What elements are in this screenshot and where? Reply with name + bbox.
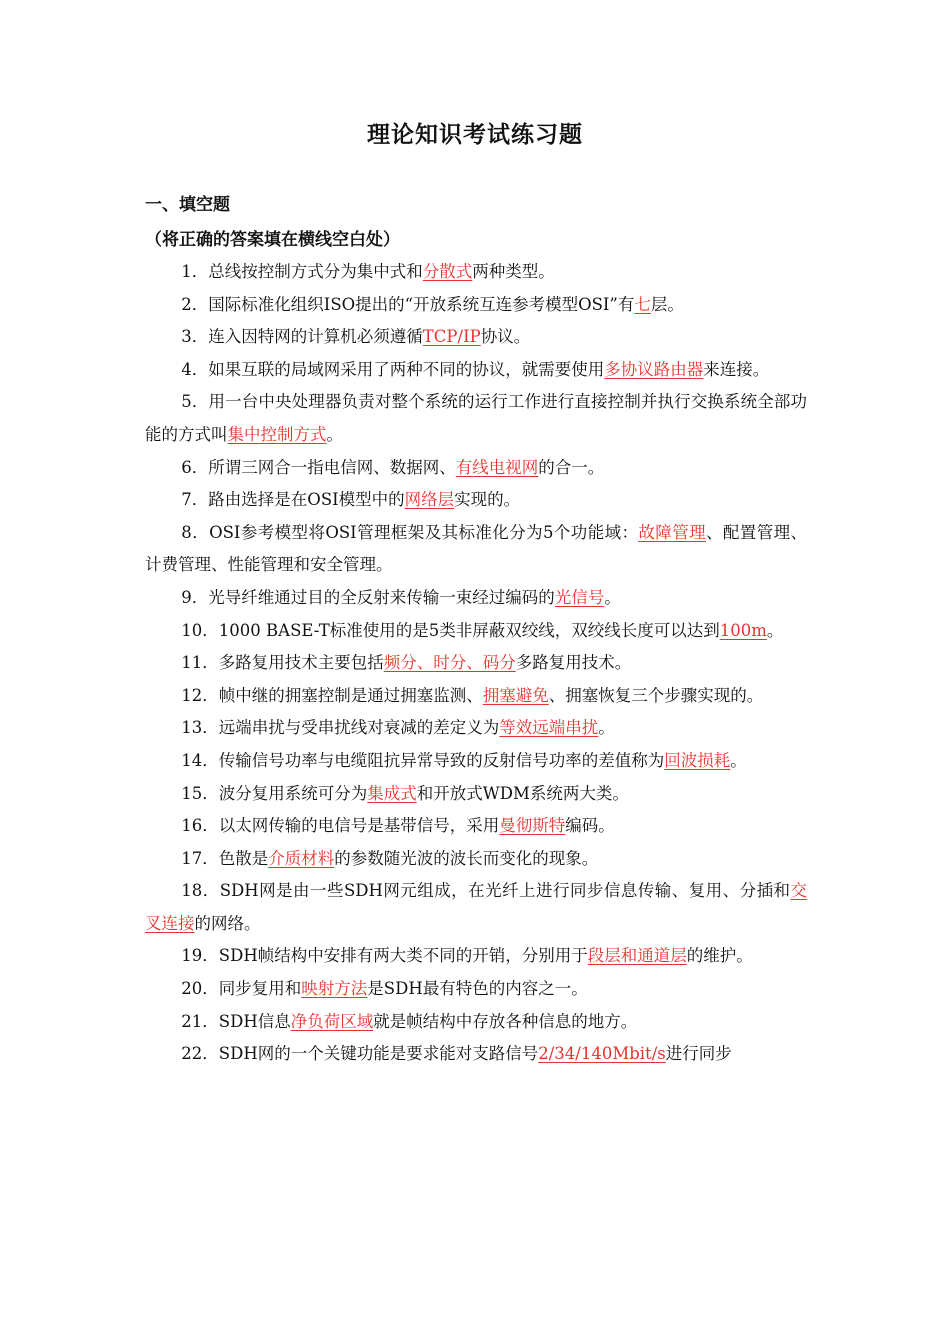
question-text: 7．路由选择是在OSI模型中的 <box>181 490 405 510</box>
question-text: 。 <box>730 750 747 770</box>
question-item <box>145 843 807 876</box>
question-text: 的维护。 <box>686 946 753 966</box>
question-text: 6．所谓三网合一指电信网、数据网、 <box>181 457 456 477</box>
question-text: 的参数随光波的波长而变化的现象。 <box>334 848 599 868</box>
question-item <box>145 386 807 451</box>
question-text: 22．SDH网的一个关键功能是要求能对支路信号 <box>181 1044 539 1064</box>
question-text: 。 <box>604 587 621 607</box>
answer-text: 网络层 <box>404 490 455 510</box>
answer-text: 100m <box>719 620 767 640</box>
question-text: 的合一。 <box>538 457 605 477</box>
question-text: 2．国际标准化组织ISO提出的“开放系统互连参考模型OSI”有 <box>181 294 635 314</box>
section-instruction: （将正确的答案填在横线空白处） <box>145 230 400 250</box>
question-text: 15．波分复用系统可分为 <box>181 783 368 803</box>
answer-text: 介质材料 <box>268 848 335 868</box>
answer-text: 集中控制方式 <box>227 424 327 444</box>
answer-text: 拥塞避免 <box>482 685 549 705</box>
question-item <box>145 745 807 778</box>
question-text: 8．OSI参考模型将OSI管理框架及其标准化分为5个功能域： <box>181 522 639 542</box>
question-item <box>145 256 807 289</box>
question-item <box>145 1038 807 1071</box>
question-text: 16．以太网传输的电信号是基带信号，采用 <box>181 816 500 836</box>
answer-text: 映射方法 <box>301 979 368 999</box>
answer-text: 频分、时分、码分 <box>383 653 516 673</box>
question-item <box>145 973 807 1006</box>
question-text: 是SDH最有特色的内容之一。 <box>367 979 588 999</box>
question-text: 14．传输信号功率与电缆阻抗异常导致的反射信号功率的差值称为 <box>181 750 665 770</box>
question-item <box>145 712 807 745</box>
question-item <box>145 321 807 354</box>
question-text: 层。 <box>650 294 684 314</box>
question-item <box>145 582 807 615</box>
question-text: 、拥塞恢复三个步骤实现的。 <box>548 685 764 705</box>
question-text: 21．SDH信息 <box>181 1011 291 1031</box>
page-title: 理论知识考试练习题 <box>367 122 583 148</box>
question-text: 来连接。 <box>703 359 770 379</box>
question-item <box>145 354 807 387</box>
question-text: 5．用一台中央处理器负责对整个系统的运行工作进行直接控制并执行交换系统全部功能的方式叫 <box>145 392 807 444</box>
question-text: 20．同步复用和 <box>181 979 302 999</box>
question-text: 18．SDH网是由一些SDH网元组成，在光纤上进行同步信息传输、复用、分插和 <box>181 881 791 901</box>
answer-text: 有线电视网 <box>455 457 539 477</box>
question-text: 13．远端串扰与受串扰线对衰减的差定义为 <box>181 718 500 738</box>
section-heading: 一、填空题 <box>145 195 230 215</box>
question-text: 3．连入因特网的计算机必须遵循 <box>181 327 423 347</box>
question-item <box>145 940 807 973</box>
question-text: 1．总线按控制方式分为集中式和 <box>181 262 423 281</box>
answer-text: 曼彻斯特 <box>499 816 566 836</box>
question-text: 协议。 <box>480 327 531 347</box>
question-text: 12．帧中继的拥塞控制是通过拥塞监测、 <box>181 685 483 705</box>
question-text: 。 <box>766 620 784 640</box>
answer-text: 净负荷区域 <box>290 1011 374 1031</box>
question-text: 17．色散是 <box>181 848 269 868</box>
question-text: 4．如果互联的局域网采用了两种不同的协议，就需要使用 <box>181 359 605 379</box>
question-item <box>145 1006 807 1039</box>
answer-text: 2/34/140Mbit/s <box>538 1044 666 1064</box>
question-item <box>145 810 807 843</box>
question-text: 。 <box>326 424 343 444</box>
question-text: 进行同步 <box>665 1044 732 1064</box>
question-text: 的网络。 <box>194 913 261 933</box>
question-text: 多路复用技术。 <box>515 653 632 673</box>
question-item <box>145 875 807 940</box>
question-item <box>145 289 807 322</box>
question-text: 9．光导纤维通过目的全反射来传输一束经过编码的 <box>181 587 555 607</box>
answer-text: 七 <box>634 294 651 314</box>
question-item <box>145 452 807 485</box>
answer-text: 多协议路由器 <box>604 359 704 379</box>
answer-text: 回波损耗 <box>664 750 731 770</box>
answer-text: 段层和通道层 <box>587 946 687 966</box>
question-text: 10．1000 BASE-T标准使用的是5类非屏蔽双绞线，双绞线长度可以达到 <box>181 620 720 640</box>
question-text: 就是帧结构中存放各种信息的地方。 <box>373 1011 638 1031</box>
answer-text: TCP/IP <box>422 327 481 347</box>
question-list <box>145 256 807 1071</box>
question-item <box>145 680 807 713</box>
question-text: 编码。 <box>565 816 615 836</box>
question-text: 19．SDH帧结构中安排有两大类不同的开销，分别用于 <box>181 946 588 966</box>
question-text: 。 <box>598 718 615 738</box>
question-text: 两种类型。 <box>472 262 555 281</box>
question-item <box>145 647 807 680</box>
answer-text: 集成式 <box>367 783 417 803</box>
answer-text: 等效远端串扰 <box>499 718 599 738</box>
question-item <box>145 615 807 648</box>
question-text: 11．多路复用技术主要包括 <box>181 653 384 673</box>
question-text: 实现的。 <box>454 490 521 510</box>
answer-text: 交叉连接 <box>145 881 807 933</box>
question-item <box>145 778 807 811</box>
question-item <box>145 484 807 517</box>
question-text: 和开放式WDM系统两大类。 <box>416 783 629 803</box>
question-item <box>145 517 807 582</box>
answer-text: 分散式 <box>422 262 473 281</box>
answer-text: 光信号 <box>554 587 605 607</box>
answer-text: 故障管理 <box>638 522 706 542</box>
question-text: 、配置管理、计费管理、性能管理和安全管理。 <box>145 522 808 575</box>
